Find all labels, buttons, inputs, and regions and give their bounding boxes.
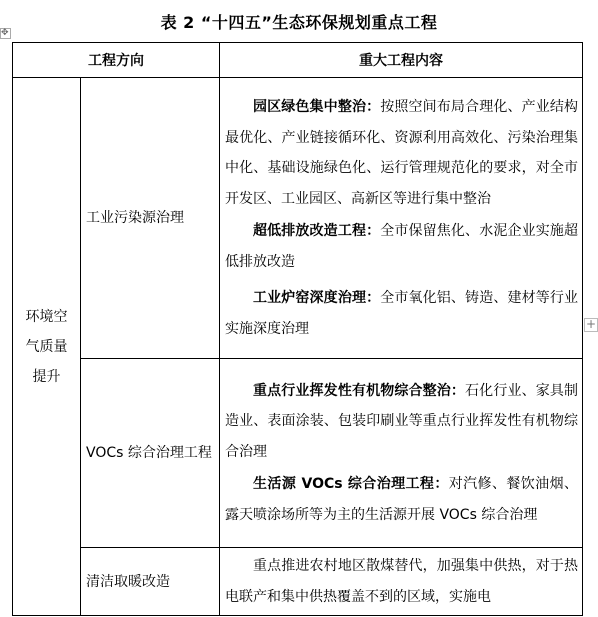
paragraph-text: 全市保留焦化、水泥企业实施超低排放改造 xyxy=(225,223,579,270)
table-caption: 表 2 “十四五”生态环保规划重点工程 xyxy=(160,13,438,32)
direction-cell: VOCs 综合治理工程 xyxy=(81,359,220,548)
paragraph-heading: 超低排放改造工程： xyxy=(253,223,381,239)
content-cell xyxy=(220,78,583,359)
content-cell xyxy=(220,359,583,548)
paragraph-text: 按照空间布局合理化、产业结构最优化、产业链接循环化、资源利用高效化、污染治理集中化、基础设施绿色化、运行管理规范化的要求，对全市开发区、工业园区、高新区等进行集中整治 xyxy=(225,99,579,207)
paragraph-heading: 生活源 VOCs 综合治理工程： xyxy=(253,476,449,493)
paragraph-text: 对汽修、餐饮油烟、露天喷涂场所等为主的生活源开展 VOCs 综合治理 xyxy=(225,476,578,523)
key-projects-table xyxy=(12,42,583,616)
paragraph-heading: 重点行业挥发性有机物综合整治： xyxy=(253,382,466,399)
direction-cell: 清洁取暖改造 xyxy=(81,548,220,616)
header-content: 重大工程内容 xyxy=(220,43,583,78)
content-cell xyxy=(220,548,583,616)
paragraph-heading: 园区绿色集中整治： xyxy=(253,99,381,115)
direction-cell: 工业污染源治理 xyxy=(81,78,220,359)
table-move-handle-icon[interactable]: ✥ xyxy=(0,28,11,39)
paragraph-heading: 工业炉窑深度治理： xyxy=(253,290,381,306)
header-direction: 工程方向 xyxy=(13,43,220,78)
content-paragraph xyxy=(225,216,578,277)
table-header-row xyxy=(13,43,583,78)
paragraph-text: 全市氧化铝、铸造、建材等行业实施深度治理 xyxy=(225,290,579,337)
content-paragraph xyxy=(225,92,578,214)
table-row xyxy=(13,359,583,548)
table-row xyxy=(13,548,583,616)
paragraph-text: 重点推进农村地区散煤替代，加强集中供热，对于热电联产和集中供热覆盖不到的区域，实施电 xyxy=(225,558,578,605)
category-cell: 环境空气质量提升 xyxy=(13,78,81,616)
table-row xyxy=(13,78,583,359)
content-paragraph xyxy=(225,376,578,468)
content-paragraph xyxy=(225,283,578,344)
paragraph-text: 石化行业、家具制造业、表面涂装、包装印刷业等重点行业挥发性有机物综合治理 xyxy=(225,382,579,460)
content-paragraph xyxy=(225,551,578,612)
add-row-icon[interactable]: + xyxy=(585,317,597,331)
content-paragraph xyxy=(225,469,578,530)
